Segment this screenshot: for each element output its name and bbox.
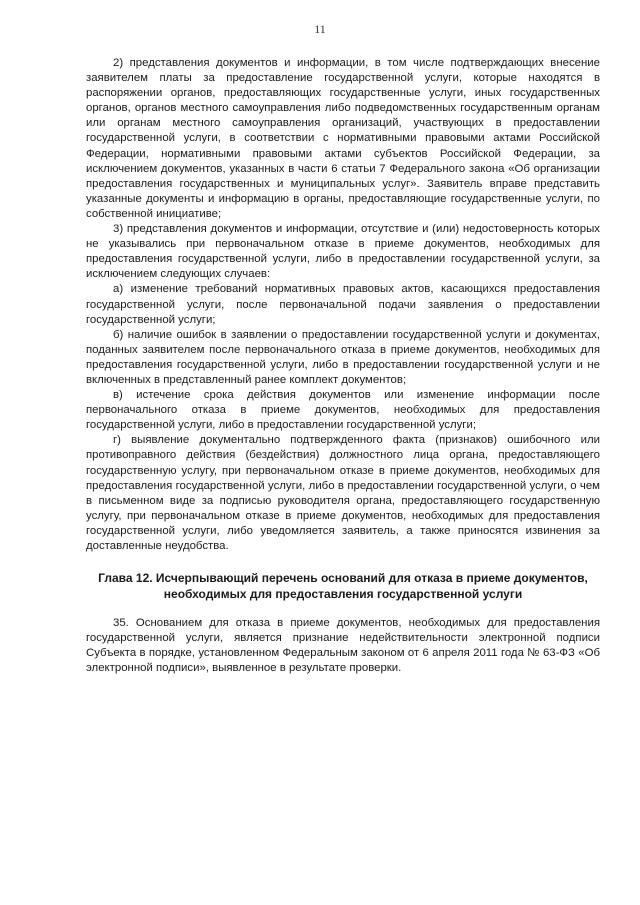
paragraph-subitem-a: а) изменение требований нормативных правовых актов, касающихся предоставления государственной услуги, после первоначальной подачи заявления о предоставлении государственной услуги; <box>86 283 600 326</box>
paragraph-subitem-g: г) выявление документально подтвержденного факта (признаков) ошибочного или противоправного действия (бездействия) должностного лица органа, предоставляющего государственную услугу, при первоначальном отказе в приеме документов, необходимых для предоставления государственной услуги, либо в предоставлении государственной услуги, о чем в письменном виде за подписью руководителя органа, предоставляющего государственную услугу, при первоначальном отказе в приеме документов, необходимых для предоставления государственной услуги, либо уведомляется заявитель, а также приносятся извинения за доставленные неудобства. <box>86 434 600 552</box>
paragraph-35: 35. Основанием для отказа в приеме документов, необходимых для предоставления государственной услуги, является признание недействительности электронной подписи Субъекта в порядке, установленном Федеральным законом от 6 апреля 2011 года № 63-ФЗ «Об электронной подписи», выявленное в результате проверки. <box>86 617 600 675</box>
chapter-12-heading: Глава 12. Исчерпывающий перечень оснований для отказа в приеме документов, необходимых для предоставления государственной услуги <box>98 571 588 602</box>
paragraph-subitem-v: в) истечение срока действия документов или изменение информации после первоначального отказа в приеме документов, необходимых для предоставления государственной услуги, либо в предоставлении государственной услуги; <box>86 389 600 432</box>
paragraph-item-2: 2) представления документов и информации, в том числе подтверждающих внесение заявителем платы за предоставление государственной услуги, которые находятся в распоряжении органов, предоставляющих государственные услуги, иных государственных органов, органов местного самоуправления либо подведомственных государственным органам или органам местного самоуправления организаций, участвующих в предоставлении государственной услуги, в соответствии с нормативными правовыми актами Российской Федерации, нормативными правовыми актами субъектов Российской Федерации, за исключением документов, указанных в части 6 статьи 7 Федерального закона «Об организации предоставления государственных и муниципальных услуг». Заявитель вправе представить указанные документы и информацию в органы, предоставляющие государственные услуги, по собственной инициативе; <box>86 57 600 220</box>
paragraph-subitem-b: б) наличие ошибок в заявлении о предоставлении государственной услуги и документах, поданных заявителем после первоначального отказа в приеме документов, необходимых для предоставления государственной услуги, либо в предоставлении государственной услуги и не включенных в представленный ранее комплект документов; <box>86 328 600 386</box>
page-number: 11 <box>314 22 326 36</box>
document-body <box>86 56 600 676</box>
paragraph-item-3: 3) представления документов и информации, отсутствие и (или) недостоверность которых не указывались при первоначальном отказе в приеме документов, необходимых для предоставления государственной услуги, либо в предоставлении государственной услуги, за исключением следующих случаев: <box>86 223 600 281</box>
